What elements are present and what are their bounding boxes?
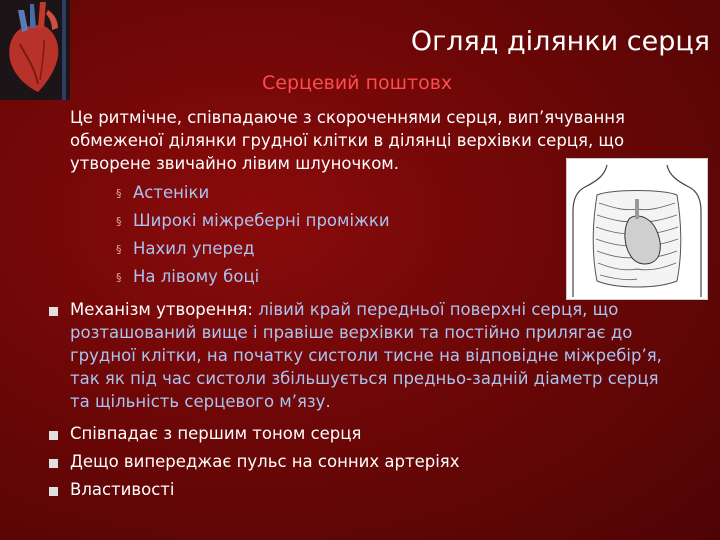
mechanism-text-1: лівий край передньої поверхні серця, що xyxy=(258,300,619,319)
sub-bullet-1: Астеніки xyxy=(133,183,210,202)
mechanism-line-4: так як під час систоли збільшується предньо-задній діаметр серця xyxy=(70,369,659,388)
sub-bullet-marker-icon: § xyxy=(116,243,122,256)
mechanism-line-5: та щільність серцевого м’язу. xyxy=(70,392,331,411)
intro-line-1: Це ритмічне, співпадаюче з скороченнями серця, вип’ячування xyxy=(70,108,625,127)
page-title: Огляд ділянки серця xyxy=(410,26,710,57)
bullet-square-icon xyxy=(49,307,58,316)
intro-line-2: обмеженої ділянки грудної клітки в ділянці верхівки серця, що xyxy=(70,131,625,150)
mechanism-line-2: розташований вище і правіше верхівки та постійно прилягає до xyxy=(70,323,633,342)
sub-bullet-marker-icon: § xyxy=(116,215,122,228)
sub-bullet-marker-icon: § xyxy=(116,271,122,284)
bullet-1: Співпадає з першим тоном серця xyxy=(70,424,362,443)
page-subtitle: Серцевий поштовх xyxy=(262,72,453,94)
bullet-square-icon xyxy=(49,431,58,440)
sub-bullet-2: Широкі міжреберні проміжки xyxy=(133,211,390,230)
sub-bullet-marker-icon: § xyxy=(116,187,122,200)
bullet-3: Властивості xyxy=(70,480,175,499)
mechanism-label: Механізм утворення: xyxy=(70,300,253,319)
bullet-square-icon xyxy=(49,487,58,496)
mechanism-line-1 xyxy=(70,299,618,322)
intro-line-3: утворене звичайно лівим шлуночком. xyxy=(70,154,400,173)
mechanism-line-3: грудної клітки, на початку систоли тисне на відповідне міжребір’я, xyxy=(70,346,662,365)
sub-bullet-3: Нахил уперед xyxy=(133,239,255,258)
bullet-2: Дещо випереджає пульс на сонних артеріях xyxy=(70,452,460,471)
sub-bullet-4: На лівому боці xyxy=(133,267,260,286)
bullet-square-icon xyxy=(49,459,58,468)
